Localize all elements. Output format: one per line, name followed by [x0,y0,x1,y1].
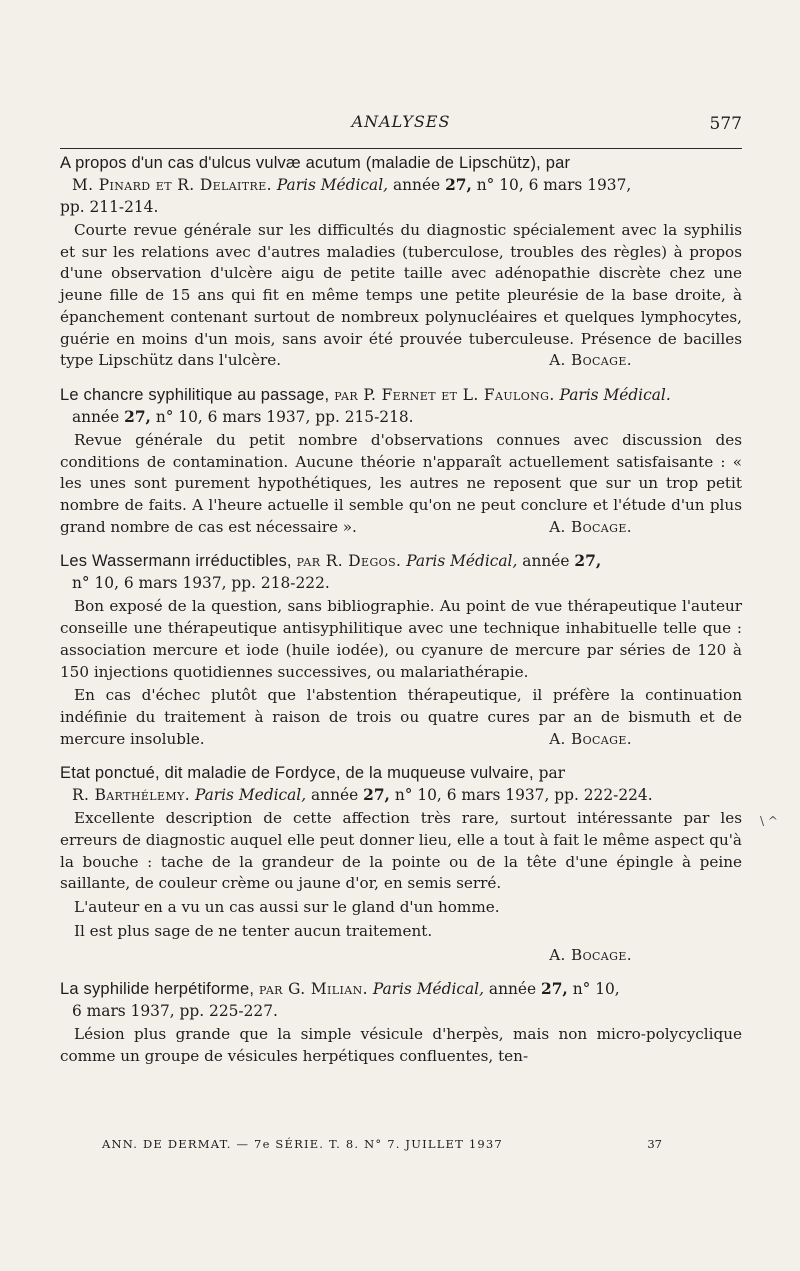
issue: n° 10, 6 mars 1937, pp. 222-224. [394,786,653,805]
issue-date-pages: 6 mars 1937, pp. 225-227. [72,1002,278,1021]
year-label: année [311,786,359,805]
year-label: année [522,552,570,571]
article-title: Le chancre syphilitique au passage, [60,385,330,404]
page-number: 577 [709,114,742,134]
journal: Paris Médical. [559,385,671,404]
entry-fordyce [60,762,742,966]
margin-mark: \ ^ [760,814,778,828]
abstract-text [60,220,742,372]
signature: A. Bocage. [549,351,632,370]
issue: n° 10, 6 mars 1937, [476,176,632,194]
abstract-text [60,430,742,539]
authors: par P. Fernet et L. Faulong. [334,385,555,404]
journal: Paris Médical, [406,552,518,571]
issue: n° 10, [572,980,620,999]
entry-syphilide [60,978,742,1067]
entry-lipschutz [60,152,742,372]
authors: par G. Milian. [259,980,368,999]
volume: 27, [541,980,568,999]
header-rule [60,148,742,149]
content [60,152,742,1068]
abstract-text: Il est plus sage de ne tenter aucun traitement. [74,921,433,940]
authors: par R. Degos. [296,552,402,571]
year-label: année [488,980,537,999]
abstract-body: Courte revue générale sur les difficultés du diagnostic spécialement avec la syphilis et sur les relations avec d'autres maladies (tuberculose, troubles des règles) à propos d'une observation d'ulcère aigu de petite taille avec adénopathie discrète chez une jeune fille de 15 ans qui fit en même temps une petite pleurésie de la base droite, à épanchement contenant surtout de nombreux polynucléaires et quelques lymphocytes, guérie en moins d'un mois, sans avoir été prouvée tuberculeuse. Présence de bacilles type Lipschütz dans l'ulcère. [60,221,742,370]
issue: n° 10, 6 mars 1937, pp. 215-218. [155,407,414,426]
volume: 27, [574,552,602,571]
signature: A. Bocage. [549,517,632,536]
footer-folio: 37 [647,1137,662,1151]
article-title: A propos d'un cas d'ulcus vulvæ acutum (maladie de Lipschütz), par [60,154,571,172]
abstract-text: Bon exposé de la question, sans bibliographie. Au point de vue thérapeutique l'auteur conseille une thérapeutique antisyphilitique avec une technique inhabituelle telle que : association mercure et iode (huile iodée), ou cyanure de mercure par séries de 120 à 150 injections quotidiennes successives, ou malariathérapie. [60,597,742,681]
abstract-text: L'auteur en a vu un cas aussi sur le gland d'un homme. [74,898,500,917]
entry-heading [60,384,742,428]
abstract-body: En cas d'échec plutôt que l'abstention thérapeutique, il préfère la continuation indéfinie du traitement à raison de trois ou quatre cures par an de bismuth et de mercure insoluble. [60,686,742,748]
issue: n° 10, 6 mars 1937, pp. 218-222. [72,574,330,593]
article-title: Les Wassermann irréductibles, [60,552,292,571]
entry-heading [60,762,742,806]
entry-heading [60,152,742,218]
authors: R. Barthélemy. [72,786,191,805]
year-label: année [392,176,441,194]
journal: Paris Médical, [276,176,389,194]
page-header [60,112,742,136]
volume: 27, [445,176,472,194]
year-label: année [72,407,120,426]
footer-journal-line: ANN. DE DERMAT. — 7e SÉRIE. T. 8. N° 7. JUILLET 1937 [102,1137,503,1151]
signature-line [60,945,742,967]
signature: A. Bocage. [549,945,632,964]
abstract-text [60,685,742,750]
signature: A. Bocage. [549,729,632,748]
abstract-text: Lésion plus grande que la simple vésicule d'herpès, mais non micro-polycyclique comme un groupe de vésicules herpétiques confluentes, ten- [60,1025,742,1065]
running-title: ANALYSES [351,112,451,131]
abstract-text: Excellente description de cette affection très rare, surtout intéressante par les erreurs de diagnostic auquel elle peut donner lieu, elle a tout à fait le même aspect qu'à la bouche : tache de la grandeur de la pointe ou de la tête d'une épingle à peine saillante, de couleur crème ou jaune d'or, en semis serré. [60,809,742,893]
article-title: La syphilide herpétiforme, [60,980,255,999]
volume: 27, [124,407,151,426]
article-title: Etat ponctué, dit maladie de Fordyce, de la muqueuse vulvaire, [60,764,534,783]
journal: Paris Médical, [372,980,484,999]
entry-wassermann [60,550,742,750]
page-footer [102,1137,662,1153]
journal: Paris Medical, [194,786,307,805]
entry-heading [60,550,742,594]
entry-heading [60,978,742,1022]
authors: M. Pinard et R. Delaitre. [72,176,272,194]
abstract-body: Revue générale du petit nombre d'observations connues avec discussion des conditions de contamination. Aucune théorie n'apparaît actuellement satisfaisante : « les unes sont purement hypothétiques, les autres ne reposent que sur un trop petit nombre de faits. A l'heure actuelle il semble qu'on ne peut conclure et l'étude d'un plus grand nombre de cas est nécessaire ». [60,430,742,536]
entry-chancre [60,384,742,539]
volume: 27, [363,786,390,805]
authors-prefix: par [538,764,566,783]
pages: pp. 211-214. [60,198,159,216]
